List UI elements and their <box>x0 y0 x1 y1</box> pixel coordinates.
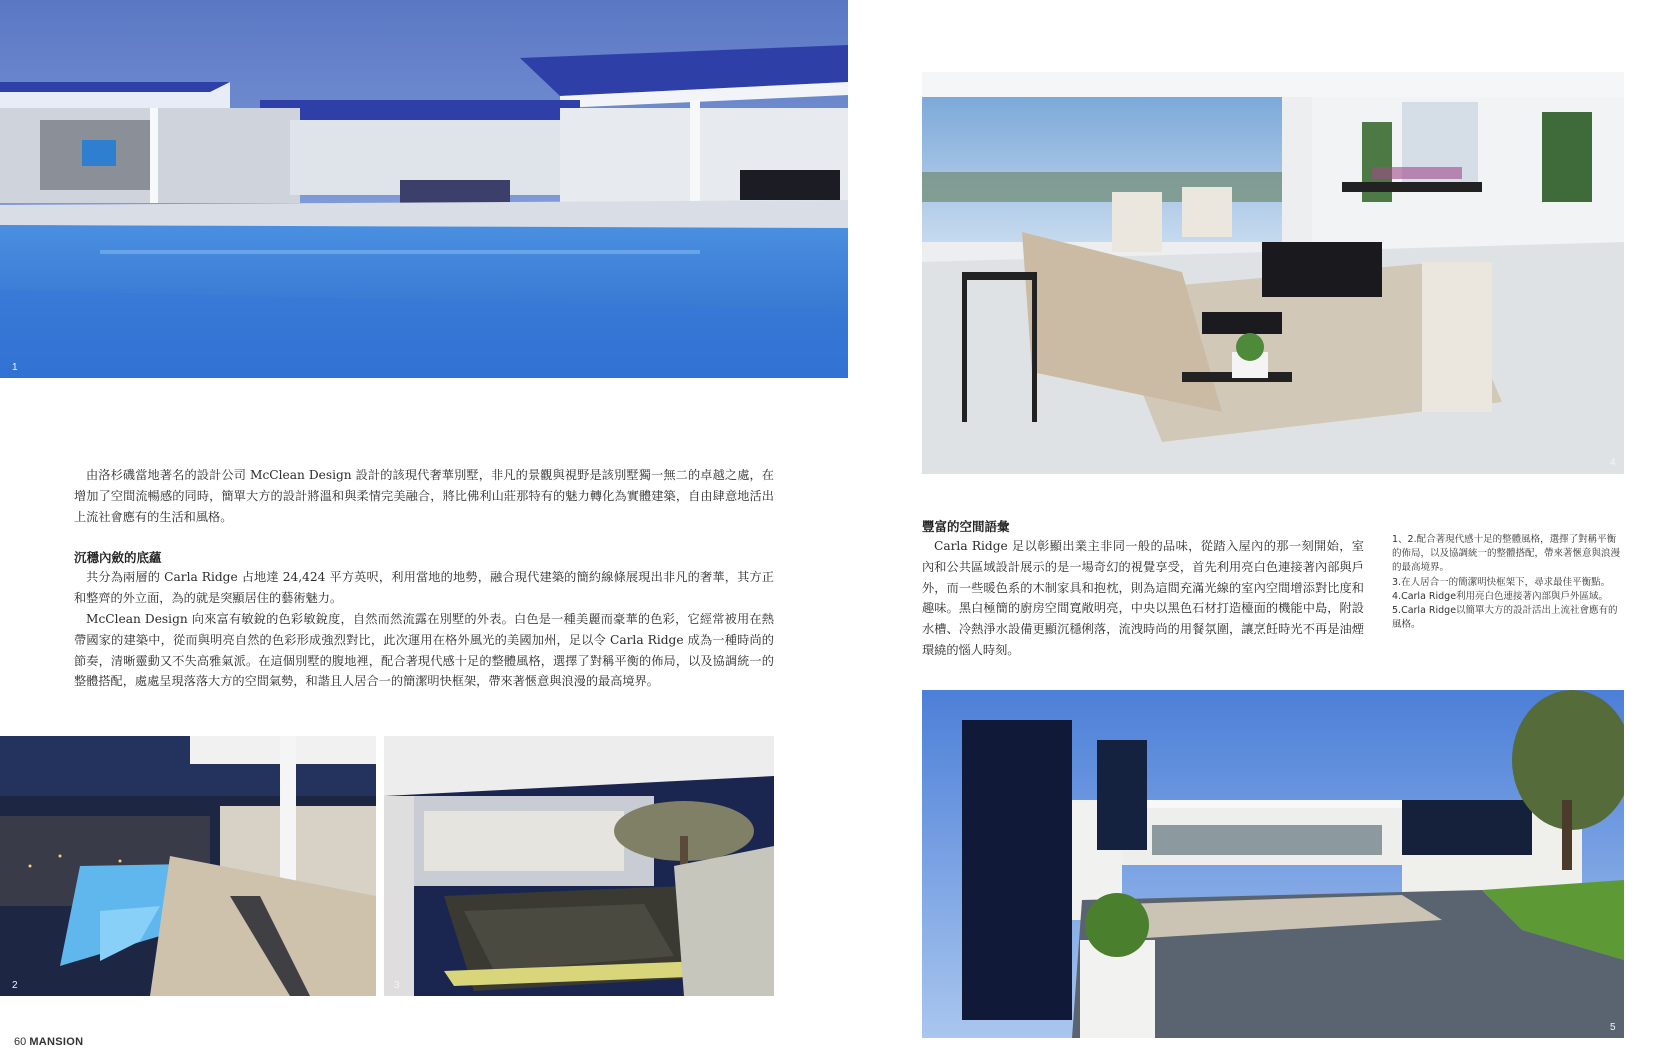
body-paragraph-3: Carla Ridge 足以彰顯出業主非同一般的品味，從踏入屋內的那一刻開始，室內和公共區域設計展示的是一場奇幻的視覺享受，首先利用亮白色連接著內部與戶外，而一些暖色系的木制家具和抱枕，則為這間充滿光線的室內空間增添對比度和趣味。黑白極簡的廚房空間寬敞明亮，中央以黑色石材打造檯面的機能中島，附設水槽、冷熱淨水設備更顯沉穩俐落，流洩時尚的用餐氛圍，讓烹飪時光不再是油煙環繞的惱人時刻。 <box>922 539 1364 657</box>
page-number: 60 <box>14 1036 27 1048</box>
section-heading-1: 沉穩內斂的底蘊 <box>74 550 162 565</box>
body-paragraph-2: McClean Design 向來富有敏銳的色彩敏銳度，自然而然流露在別墅的外表。白色是一種美麗而豪華的色彩，它經常被用在熱帶國家的建築中，從而與明亮自然的色彩形成強烈對比，此次運用在格外風光的美國加州，足以令 Carla Ridge 成為一種時尚的節奏，清晰靈動又不失高雅氣派。在這個別墅的腹地裡，配合著現代感十足的整體風格，選擇了對稱平衡的佈局，以及協調統一的整體搭配，處處呈現落落大方的空間氣勢，和諧且人居合一的簡潔明快框架，帶來著愜意與浪漫的最高境界。 <box>74 612 774 689</box>
photo-number: 2 <box>12 980 18 991</box>
photo-number: 3 <box>394 980 400 991</box>
magazine-name: MANSION <box>29 1036 84 1048</box>
photo-pool-terrace <box>0 0 848 378</box>
section-heading-2: 豐富的空間語彙 <box>922 519 1010 534</box>
photo-number: 5 <box>1610 1022 1616 1033</box>
caption-2: 3.在人居合一的簡潔明快框架下，尋求最佳平衡點。 <box>1392 576 1611 588</box>
photo-captions <box>1392 533 1624 632</box>
page-footer <box>14 1036 83 1048</box>
photo-living-room <box>922 72 1624 474</box>
photo-infinity-pool <box>0 736 376 996</box>
body-paragraph-1: 共分為兩層的 Carla Ridge 占地達 24,424 平方英呎，利用當地的地勢，融合現代建築的簡約線條展現出非凡的奢華，其方正和整齊的外立面，為的就是突顯居住的藝術魅力。 <box>74 570 774 605</box>
caption-4: 5.Carla Ridge以簡單大方的設計活出上流社會應有的風格。 <box>1392 605 1618 631</box>
photo-number: 4 <box>1610 457 1616 468</box>
intro-paragraph: 由洛杉磯當地著名的設計公司 McClean Design 設計的該現代奢華別墅，非凡的景觀與視野是該別墅獨一無二的卓越之處，在增加了空間流暢感的同時，簡單大方的設計將溫和與柔情完美融合，將比佛利山莊那特有的魅力轉化為實體建築，自由肆意地活出上流社會應有的生活和風格。 <box>74 468 774 524</box>
photo-entrance-gate <box>922 690 1624 1038</box>
photo-courtyard <box>384 736 774 996</box>
photo-number: 1 <box>12 362 18 373</box>
caption-3: 4.Carla Ridge利用亮白色連接著內部與戶外區域。 <box>1392 590 1609 602</box>
caption-1: 1、2.配合著現代感十足的整體風格，選擇了對稱平衡的佈局，以及協調統一的整體搭配，帶來著愜意與浪漫的最高境界。 <box>1392 534 1621 574</box>
